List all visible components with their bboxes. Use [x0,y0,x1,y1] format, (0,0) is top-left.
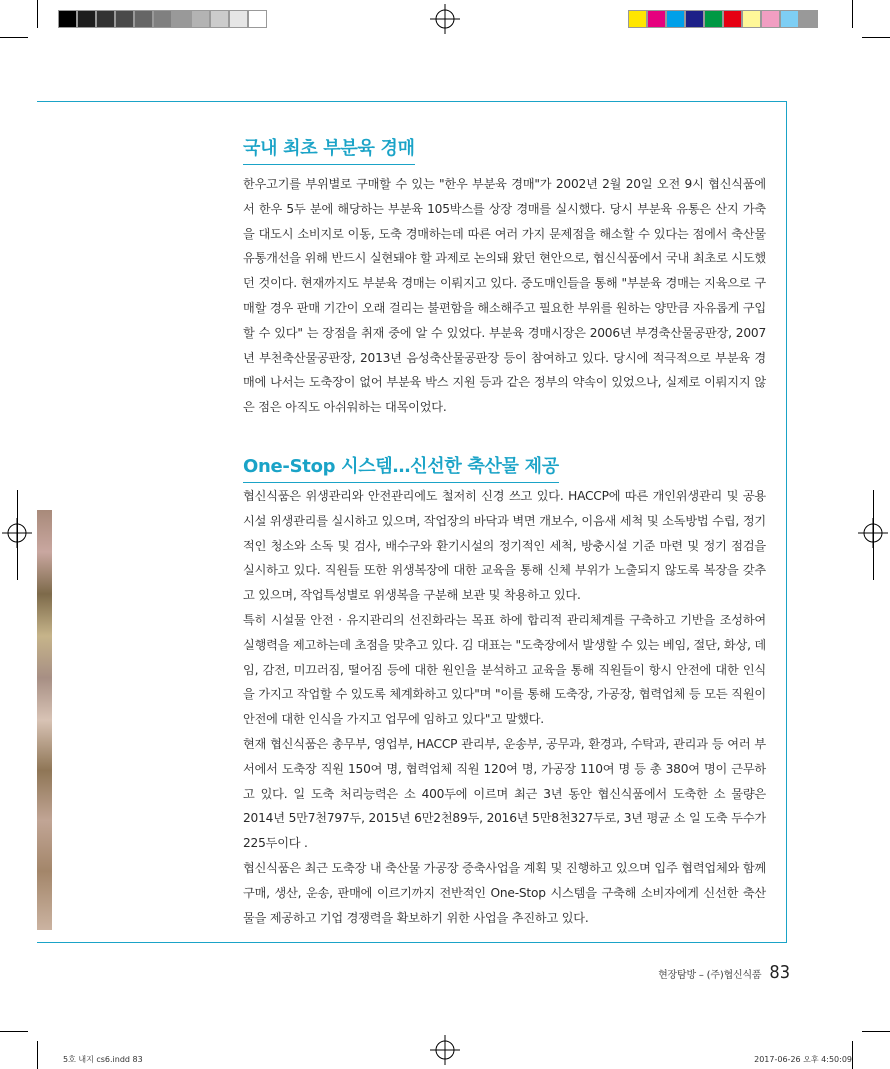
paragraph: 협신식품은 최근 도축장 내 축산물 가공장 증축사업을 계획 및 진행하고 있으며 입주 협력업체와 함께 구매, 생산, 운송, 판매에 이르기까지 전반적인 One-Stop 시스템을 구축해 소비자에게 신선한 축산물을 제공하고 기업 경쟁력을 확보하기 위한 사업을 추진하고 있다. [243,860,766,925]
color-swatch [780,10,799,28]
photo-strip [37,510,52,930]
color-swatch [761,10,780,28]
color-swatch [153,10,172,28]
crop-mark [37,0,38,28]
print-slug-date: 2017-06-26 오후 4:50:09 [754,1055,852,1064]
crop-mark [852,0,853,28]
crop-mark [0,37,28,38]
color-swatch [742,10,761,28]
crop-mark [862,1031,890,1032]
section-heading: 국내 최초 부분육 경매 [243,134,415,165]
color-swatch [704,10,723,28]
color-swatch [628,10,647,28]
page-number: 83 [769,962,790,983]
section-heading: One-Stop 시스템…신선한 축산물 제공 [243,452,559,483]
paragraph: 특히 시설물 안전 · 유지관리의 선진화라는 목표 하에 합리적 관리체계를 구축하고 기반을 조성하여 실행력을 제고하는데 초점을 맞추고 있다. 김 대표는 "도축장에서 발생할 수 있는 베임, 절단, 화상, 데임, 감전, 미끄러짐, 떨어짐 등에 대한 원인을 분석하고 교육을 통해 직원들이 항시 안전에 대한 인식을 가지고 작업할 수 있도록 체계화하고 있다"며 "이를 통해 도축장, 가공장, 협력업체 등 모든 직원이 안전에 대한 인식을 가지고 업무에 임하고 있다"고 말했다. [243,612,766,727]
color-swatch [229,10,248,28]
color-swatch [666,10,685,28]
color-swatch [723,10,742,28]
color-swatch [172,10,191,28]
paragraph: 한우고기를 부위별로 구매할 수 있는 "한우 부분육 경매"가 2002년 2월 20일 오전 9시 협신식품에서 한우 5두 분에 해당하는 부분육 105박스를 상장 경매를 실시했다. 당시 부분육 유통은 산지 가축을 대도시 소비지로 이동, 도축 경매하는데 따른 여러 가지 문제점을 해소할 수 있다는 점에서 축산물 유통개선을 위해 반드시 실현돼야 할 과제로 논의돼 왔던 현안으로, 협신식품에서 국내 최초로 시도했던 것이다. 현재까지도 부분육 경매는 이뤄지고 있다. 중도매인들을 통해 "부분육 경매는 지육으로 구매할 경우 판매 기간이 오래 걸리는 불편함을 해소해주고 필요한 부위를 원하는 양만큼 자유롭게 구입할 수 있다" 는 장점을 취재 중에 알 수 있었다. 부분육 경매시장은 2006년 부경축산물공판장, 2007년 부천축산물공판장, 2013년 음성축산물공판장 등이 참여하고 있다. 당시에 적극적으로 부분육 경매에 나서는 도축장이 없어 부분육 박스 지원 등과 같은 정부의 약속이 있었으나, 실제로 이뤄지지 않은 점은 아직도 아쉬워하는 대목이었다. [243,177,766,415]
crop-mark [37,1041,38,1069]
paragraph: 현재 협신식품은 총무부, 영업부, HACCP 관리부, 운송부, 공무과, 환경과, 수탁과, 관리과 등 여러 부서에서 도축장 직원 150여 명, 협력업체 직원 120여 명, 가공장 110여 명 등 총 380여 명이 근무하고 있다. 일 도축 처리능력은 소 400두에 이르며 최근 3년 동안 협신식품에서 도축한 소 물량은 2014년 5만7천797두, 2015년 6만2천89두, 2016년 5만8천327두로, 3년 평균 소 일 도축 두수가 225두이다 . [243,736,766,851]
section-body [243,484,766,930]
page-footer [658,962,790,983]
color-swatch [58,10,77,28]
registration-mark-icon [430,4,460,34]
process-color-bar [628,10,818,28]
color-swatch [191,10,210,28]
side-guide-line [873,490,874,580]
color-swatch [685,10,704,28]
print-slug-file: 5호 내지 cs6.indd 83 [63,1055,143,1064]
color-swatch [96,10,115,28]
running-footer-title: 현장탐방 – (주)협신식품 [658,970,762,981]
color-swatch [210,10,229,28]
crop-mark [0,1031,28,1032]
color-swatch [134,10,153,28]
crop-mark [852,1041,853,1069]
paragraph: 협신식품은 위생관리와 안전관리에도 철저히 신경 쓰고 있다. HACCP에 따른 개인위생관리 및 공용시설 위생관리를 실시하고 있으며, 작업장의 바닥과 벽면 개보수, 이음새 세척 및 소독방법 수립, 정기적인 청소와 소독 및 검사, 배수구와 환기시설의 정기적인 세척, 방충시설 기준 마련 및 정기 점검을 실시하고 있다. 직원들 또한 위생복장에 대한 교육을 통해 신체 부위가 노출되지 않도록 복장을 갖추고 있으며, 작업특성별로 위생복을 구분해 보관 및 착용하고 있다. [243,489,766,603]
crop-mark [862,37,890,38]
registration-mark-icon [430,1035,460,1065]
color-swatch [799,10,818,28]
side-guide-line [17,490,18,580]
color-swatch [647,10,666,28]
section-body [243,172,766,420]
color-swatch [248,10,267,28]
color-swatch [77,10,96,28]
gray-color-bar [58,10,267,28]
color-swatch [115,10,134,28]
